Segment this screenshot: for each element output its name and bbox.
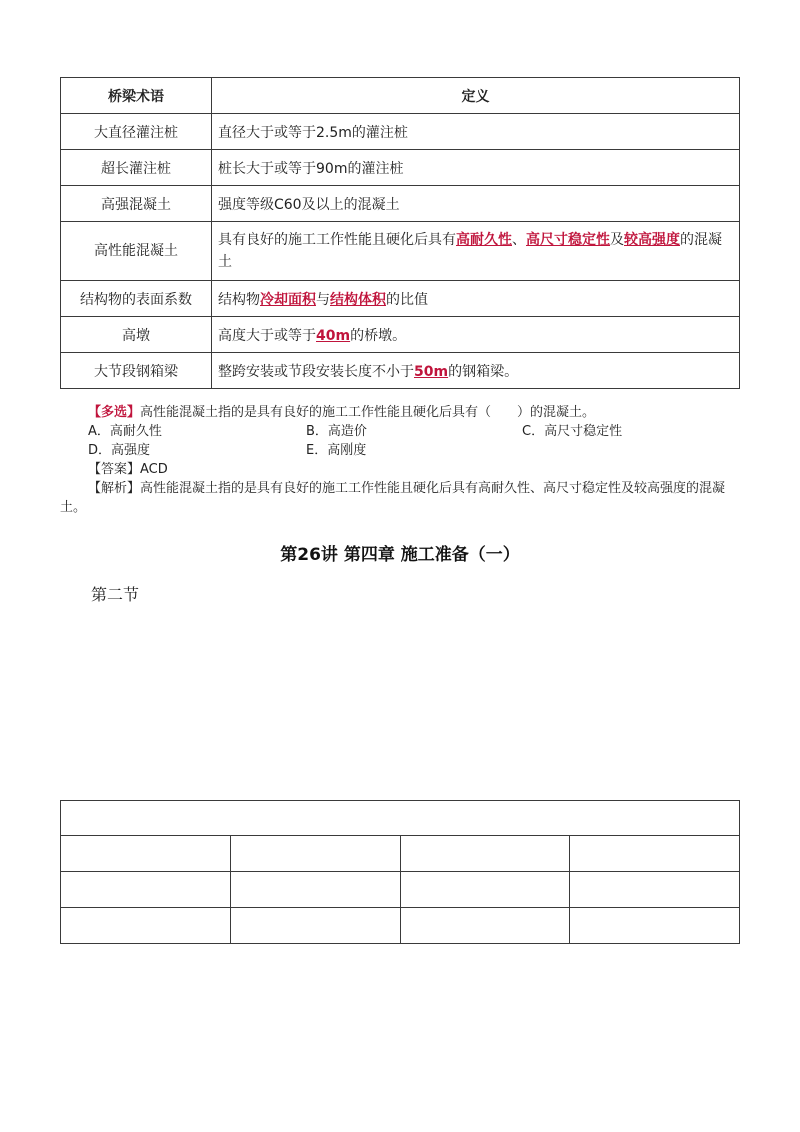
practice-question [60, 403, 740, 517]
highlight-text: 40m [316, 327, 351, 344]
definition-cell [212, 317, 740, 353]
answer-value: ACD [140, 462, 168, 477]
empty-cell [61, 836, 231, 872]
definition-text: 及 [610, 232, 624, 248]
options-row-2 [60, 441, 740, 460]
empty-cell [570, 872, 740, 908]
definition-text: 整跨安装或节段安装长度不小于 [218, 363, 414, 380]
term-cell: 高性能混凝土 [61, 222, 212, 281]
definition-cell [212, 114, 740, 150]
definition-text: 的比值 [386, 291, 428, 308]
definition-text: 直径大于或等于2.5m的灌注桩 [218, 124, 408, 141]
term-cell: 大节段钢箱梁 [61, 353, 212, 389]
definition-text: 强度等级C60及以上的混凝土 [218, 196, 400, 213]
empty-cell [400, 836, 570, 872]
definition-text: 桩长大于或等于90m的灌注桩 [218, 160, 404, 177]
option-d: D．高强度 [88, 443, 151, 458]
question-type-tag: 【多选】 [88, 405, 141, 420]
answer-line [60, 460, 740, 479]
definition-cell [212, 222, 740, 281]
empty-table-row [61, 836, 740, 872]
empty-cell [61, 908, 231, 944]
option-e: E．高刚度 [306, 443, 367, 458]
empty-table-row [61, 872, 740, 908]
definition-text: 具有良好的施工工作性能且硬化后具有 [218, 232, 456, 248]
option-c: C．高尺寸稳定性 [522, 424, 623, 439]
definition-text: 的混凝土 [218, 232, 722, 270]
term-cell: 结构物的表面系数 [61, 281, 212, 317]
lecture-heading: 第26讲 第四章 施工准备（一） [280, 545, 520, 565]
options-row-1 [60, 422, 740, 441]
table-row [61, 281, 740, 317]
empty-cell [570, 836, 740, 872]
empty-cell [400, 872, 570, 908]
table-row [61, 222, 740, 281]
empty-cell [230, 872, 400, 908]
option-a: A．高耐久性 [88, 424, 162, 439]
table-row [61, 186, 740, 222]
empty-cell [400, 908, 570, 944]
definition-cell [212, 281, 740, 317]
bridge-terms-table [60, 77, 740, 389]
empty-table-row [61, 908, 740, 944]
table-row [61, 150, 740, 186]
explanation [60, 479, 740, 517]
definition-cell [212, 353, 740, 389]
highlight-text: 冷却面积 [260, 291, 316, 308]
empty-table [60, 800, 740, 944]
question-stem: 高性能混凝土指的是具有良好的施工工作性能且硬化后具有（ ）的混凝土。 [140, 405, 596, 420]
answer-label: 【答案】 [88, 462, 141, 477]
highlight-text: 50m [414, 363, 449, 380]
explanation-text: 高性能混凝土指的是具有良好的施工工作性能且硬化后具有高耐久性、高尺寸稳定性及较高强度的混凝土。 [60, 481, 726, 515]
term-cell: 高墩 [61, 317, 212, 353]
empty-cell [230, 908, 400, 944]
header-definition: 定义 [212, 78, 740, 114]
highlight-text: 高耐久性 [456, 232, 512, 248]
section-title: 第二节 [91, 585, 140, 604]
definition-cell [212, 150, 740, 186]
header-term: 桥梁术语 [61, 78, 212, 114]
term-cell: 超长灌注桩 [61, 150, 212, 186]
definition-text: 与 [316, 291, 330, 308]
empty-cell [61, 801, 740, 836]
highlight-text: 结构体积 [330, 291, 386, 308]
highlight-text: 较高强度 [624, 232, 680, 248]
definition-text: 、 [512, 232, 526, 248]
table-row [61, 317, 740, 353]
question-stem-line [60, 403, 740, 422]
option-b: B．高造价 [306, 424, 367, 439]
highlight-text: 高尺寸稳定性 [526, 232, 610, 248]
empty-cell [230, 836, 400, 872]
empty-cell [570, 908, 740, 944]
terms-header-row [61, 78, 740, 114]
table-row [61, 114, 740, 150]
definition-text: 的桥墩。 [350, 327, 407, 344]
definition-cell [212, 186, 740, 222]
empty-table-title-row [61, 801, 740, 836]
explanation-label: 【解析】 [88, 481, 141, 496]
table-row [61, 353, 740, 389]
empty-cell [61, 872, 231, 908]
definition-text: 结构物 [218, 291, 260, 308]
definition-text: 高度大于或等于 [218, 327, 316, 344]
term-cell: 高强混凝土 [61, 186, 212, 222]
definition-text: 的钢箱梁。 [448, 363, 519, 380]
term-cell: 大直径灌注桩 [61, 114, 212, 150]
